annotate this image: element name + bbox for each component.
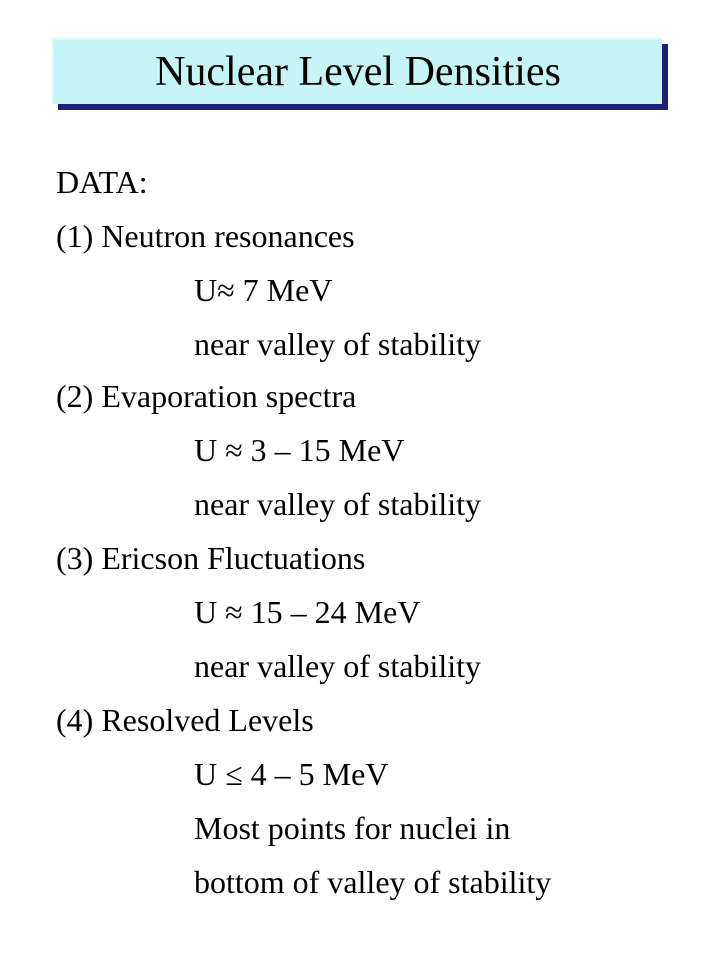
item-2-energy: U ≈ 3 – 15 MeV [194,432,405,468]
item-4-label: (4) Resolved Levels [56,702,314,738]
title-banner [52,38,662,104]
item-2-region: near valley of stability [194,486,482,522]
item-3-label: (3) Ericson Fluctuations [56,540,366,576]
item-3-energy: U ≈ 15 – 24 MeV [194,594,421,630]
item-2-label: (2) Evaporation spectra [56,378,357,414]
item-4-energy: U ≤ 4 – 5 MeV [194,756,389,792]
item-1-region: near valley of stability [194,326,482,362]
page-title: Nuclear Level Densities [155,49,561,95]
data-heading: DATA: [56,164,148,200]
item-4-note-line-1: Most points for nuclei in [194,810,511,846]
item-3-region: near valley of stability [194,648,482,684]
item-1-label: (1) Neutron resonances [56,218,355,254]
item-4-note-line-2: bottom of valley of stability [194,864,552,900]
item-1-energy: U≈ 7 MeV [194,272,333,308]
